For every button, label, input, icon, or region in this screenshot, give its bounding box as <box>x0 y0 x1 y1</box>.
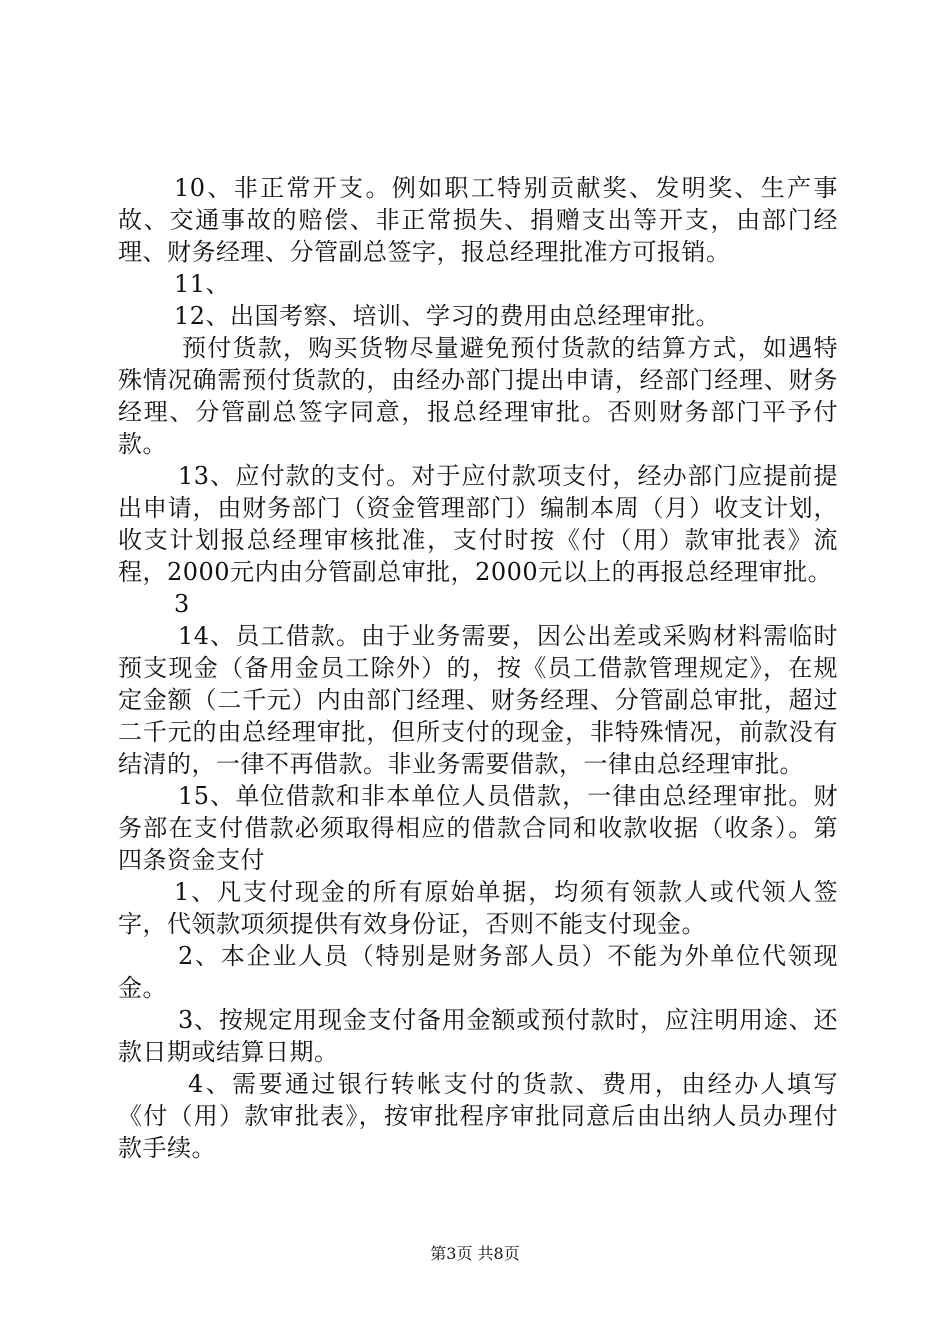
paragraph-15-unit-loans: 15、单位借款和非本单位人员借款，一律由总经理审批。财务部在支付借款必须取得相应的借款合同和收款收据（收条）。第四条资金支付 <box>118 782 838 874</box>
paragraph-cash-payment-2: 2、本企业人员（特别是财务部人员）不能为外单位代领现金。 <box>118 942 838 1002</box>
paragraph-prepayment: 预付货款，购买货物尽量避免预付货款的结算方式，如遇特殊情况确需预付货款的，由经办部门提出申请，经部门经理、财务经理、分管副总签字同意，报总经理审批。否则财务部门平予付款。 <box>118 334 838 458</box>
document-body <box>118 172 838 1164</box>
paragraph-13-payables: 13、应付款的支付。对于应付款项支付，经办部门应提前提出申请，由财务部门（资金管理部门）编制本周（月）收支计划，收支计划报总经理审核批准，支付时按《付（用）款审批表》流程，2000元内由分管副总审批，2000元以上的再报总经理审批。 <box>118 462 838 586</box>
paragraph-cash-payment-4: 4、需要通过银行转帐支付的货款、费用，由经办人填写《付（用）款审批表》，按审批程序审批同意后由出纳人员办理付款手续。 <box>118 1070 838 1162</box>
paragraph-14-employee-loans: 14、员工借款。由于业务需要，因公出差或采购材料需临时预支现金（备用金员工除外）的，按《员工借款管理规定》，在规定金额（二千元）内由部门经理、财务经理、分管副总审批，超过二千元的由总经理审批，但所支付的现金，非特殊情况，前款没有结清的，一律不再借款。非业务需要借款，一律由总经理审批。 <box>118 622 838 778</box>
paragraph-cash-payment-3: 3、按规定用现金支付备用金额或预付款时，应注明用途、还款日期或结算日期。 <box>118 1006 838 1066</box>
page-footer: 第3页 共8页 <box>430 1244 520 1263</box>
paragraph-11: 11、 <box>174 270 231 298</box>
paragraph-12-overseas-training: 12、出国考察、培训、学习的费用由总经理审批。 <box>174 302 721 330</box>
paragraph-page-number-3: 3 <box>174 590 190 618</box>
paragraph-cash-payment-1: 1、凡支付现金的所有原始单据，均须有领款人或代领人签字，代领款项须提供有效身份证，否则不能支付现金。 <box>118 878 838 938</box>
paragraph-10-non-regular-expenses: 10、非正常开支。例如职工特别贡献奖、发明奖、生产事故、交通事故的赔偿、非正常损失、捐赠支出等开支，由部门经理、财务经理、分管副总签字，报总经理批准方可报销。 <box>118 174 838 266</box>
